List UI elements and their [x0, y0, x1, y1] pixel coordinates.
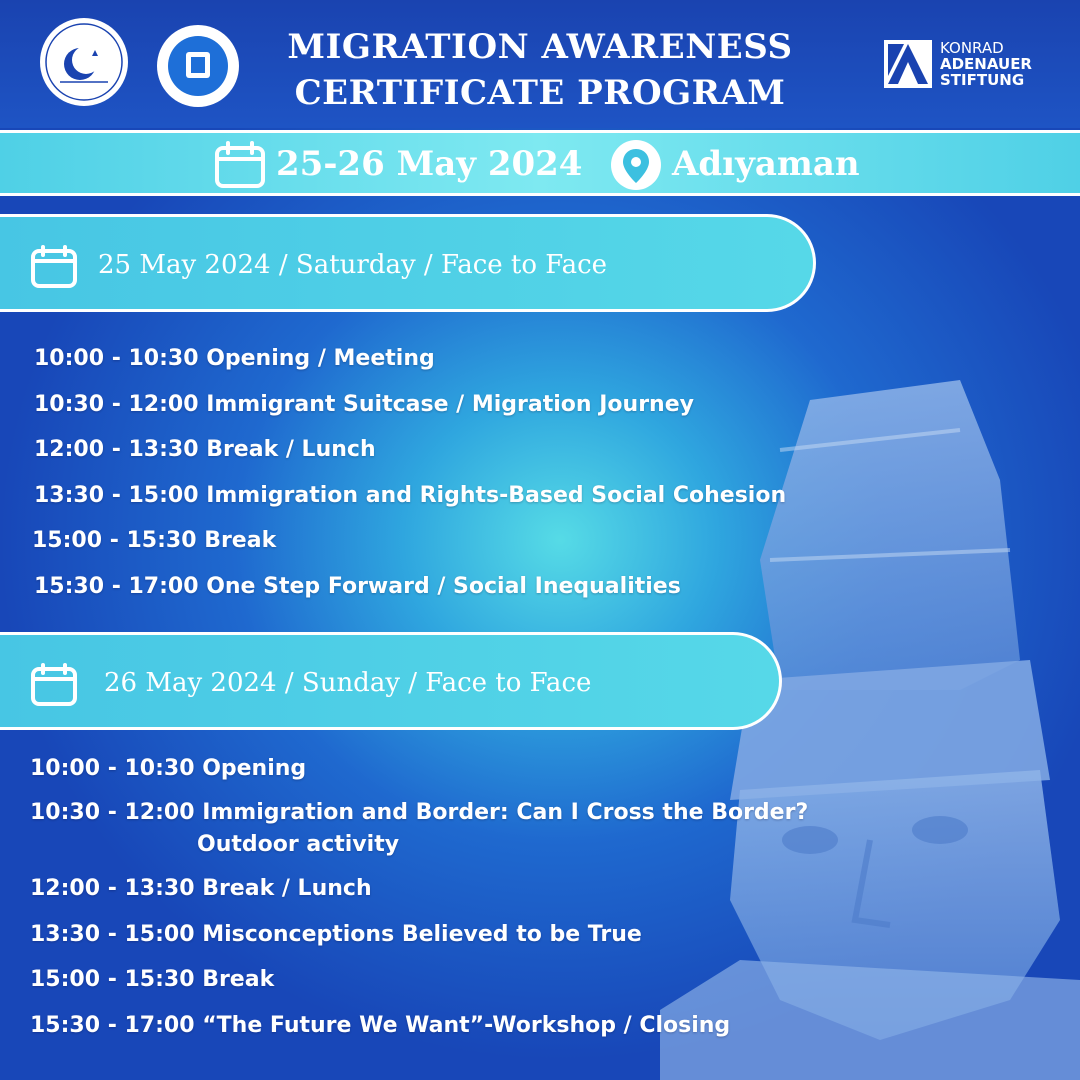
schedule-item: [30, 753, 306, 785]
schedule-text: 10:30 - 12:00: [30, 800, 195, 825]
schedule-title: Break: [204, 528, 277, 553]
title-line-1: MIGRATION AWARENESS: [287, 27, 793, 67]
location-pin-icon: [610, 139, 662, 191]
schedule-text: 15:30 - 17:00: [34, 574, 199, 599]
schedule-item: [30, 919, 642, 951]
event-date: 25-26 May 2024: [276, 144, 583, 184]
kas-mark-icon: [884, 40, 932, 88]
calendar-icon: [214, 141, 266, 189]
calendar-icon: [30, 663, 78, 707]
kas-line-3: STIFTUNG: [940, 71, 1025, 89]
event-location: Adıyaman: [672, 144, 860, 184]
harran-university-logo: [156, 24, 240, 108]
schedule-text: 12:00 - 13:30: [30, 876, 195, 901]
kas-logo: [884, 40, 1054, 92]
schedule-text: 13:30 - 15:00: [34, 483, 199, 508]
schedule-text: 15:30 - 17:00: [30, 1013, 195, 1038]
schedule-item: [34, 343, 435, 375]
schedule-title: Break: [202, 967, 275, 992]
schedule-title: Immigration and Border: Can I Cross the Border?: [202, 800, 809, 825]
schedule-item: [34, 571, 681, 603]
schedule-item: [30, 873, 372, 905]
schedule-subtitle: Outdoor activity: [197, 832, 400, 857]
adiyaman-university-logo: [38, 16, 130, 108]
day1-heading-pill: [0, 214, 816, 312]
schedule-title: Opening: [202, 756, 307, 781]
schedule-item: [30, 797, 808, 861]
schedule-text: 10:00 - 10:30: [34, 346, 199, 371]
schedule-item: [34, 434, 376, 466]
schedule-title: “The Future We Want”-Workshop / Closing: [202, 1013, 731, 1038]
schedule-text: 12:00 - 13:30: [34, 437, 199, 462]
schedule-item: [30, 1010, 730, 1042]
calendar-icon: [30, 245, 78, 289]
schedule-title: Opening / Meeting: [206, 346, 435, 371]
schedule-title: Immigration and Rights-Based Social Cohesion: [206, 483, 787, 508]
day2-heading-pill: [0, 632, 782, 730]
schedule-item: [32, 525, 276, 557]
title-line-2: CERTIFICATE PROGRAM: [294, 73, 786, 113]
schedule-text: 15:00 - 15:30: [30, 967, 195, 992]
schedule-item: [30, 964, 274, 996]
kas-line-2: ADENAUER: [940, 55, 1032, 73]
schedule-title: Break / Lunch: [202, 876, 372, 901]
kas-line-1: KONRAD: [940, 39, 1004, 57]
date-location-banner: [0, 130, 1080, 196]
schedule-text: 15:00 - 15:30: [32, 528, 197, 553]
header-bar: [0, 0, 1080, 128]
schedule-title: Immigrant Suitcase / Migration Journey: [206, 392, 694, 417]
schedule-text: 10:00 - 10:30: [30, 756, 195, 781]
schedule-item: [34, 389, 694, 421]
schedule-title: Misconceptions Believed to be True: [202, 922, 642, 947]
schedule-item: [34, 480, 786, 512]
page-title: [250, 24, 830, 116]
schedule-text: 13:30 - 15:00: [30, 922, 195, 947]
day2-heading: 26 May 2024 / Sunday / Face to Face: [104, 668, 592, 698]
schedule-title: Break / Lunch: [206, 437, 376, 462]
day1-heading: 25 May 2024 / Saturday / Face to Face: [98, 250, 608, 280]
schedule-text: 10:30 - 12:00: [34, 392, 199, 417]
schedule-title: One Step Forward / Social Inequalities: [206, 574, 681, 599]
